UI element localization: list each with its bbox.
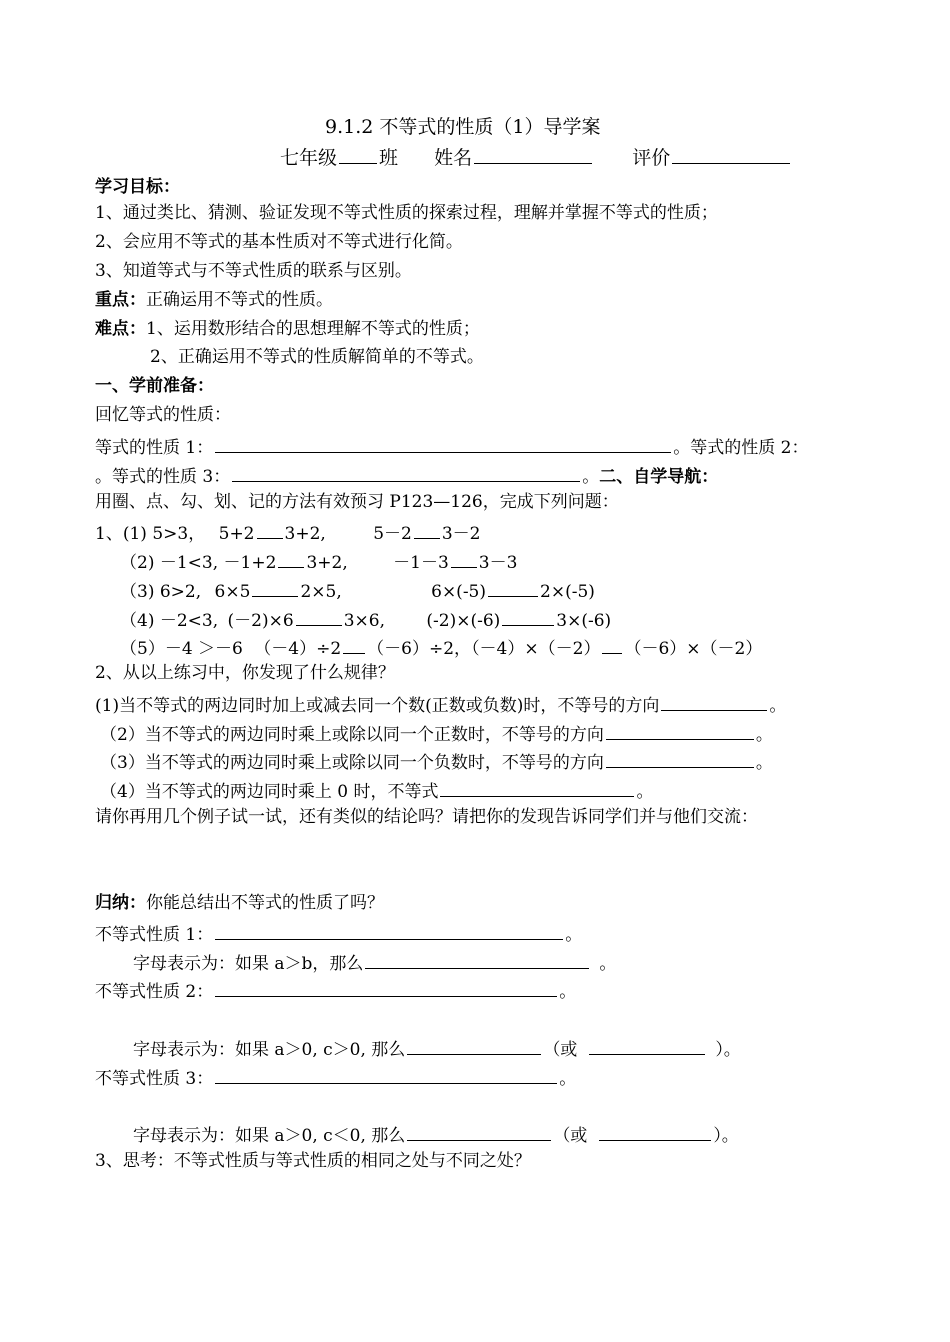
row-a-right: 3×6, (343, 611, 385, 631)
prop3-blank[interactable] (215, 1064, 557, 1084)
prop2-blank[interactable] (215, 977, 557, 997)
rule-text: （2）当不等式的两边同时乘上或除以同一个正数时，不等号的方向 (100, 725, 604, 745)
prop1-letter-blank[interactable] (365, 949, 589, 969)
question2-heading: 2、从以上练习中，你发现了什么规律？ (95, 663, 395, 683)
exercise-row (120, 634, 762, 660)
rule-blank[interactable] (661, 691, 767, 711)
section2-heading: 二、自学导航： (599, 467, 719, 487)
prop3-letter-line (133, 1121, 739, 1147)
difficulty-item: 1、运用数形结合的思想理解不等式的性质； (146, 319, 480, 339)
compare-blank[interactable] (488, 577, 538, 597)
row-num: （3) (120, 582, 155, 602)
or-label: （或 (543, 1040, 578, 1060)
compare-blank[interactable] (451, 548, 477, 568)
page-title: 9.1.2 不等式的性质（1）导学案 (325, 116, 601, 138)
rule-text: (1)当不等式的两边同时加上或减去同一个数(正数或负数)时，不等号的方向 (95, 696, 660, 716)
row-a-right: 2×5, (300, 582, 342, 602)
row-b-right: （－6）×（－2） (624, 639, 763, 659)
close-paren: ）。 (713, 1126, 739, 1146)
class-label: 班 (379, 147, 399, 169)
prop2-label: 。等式的性质 2： (673, 438, 809, 458)
row-b-left: －1－3 (393, 553, 449, 573)
objective-item: 2、会应用不等式的基本性质对不等式进行化简。 (95, 232, 463, 252)
rule-blank[interactable] (606, 720, 754, 740)
row-b-right: 3×(-6) (556, 611, 612, 631)
row-given: －4 ＞－6 (164, 639, 243, 659)
prop3-blank[interactable] (232, 462, 580, 482)
compare-blank[interactable] (502, 606, 554, 626)
name-label: 姓名 (434, 147, 473, 169)
exercise-row (120, 577, 595, 603)
compare-blank[interactable] (278, 548, 304, 568)
period: 。 (565, 925, 583, 945)
section1-heading: 一、学前准备： (95, 376, 214, 396)
row-b-right: 2×(-5) (540, 582, 595, 602)
row-a-left: －1+2 (223, 553, 277, 573)
row-num: （5） (120, 639, 165, 659)
rule-end: 。 (636, 782, 654, 802)
inequality-prop2 (95, 977, 576, 1003)
compare-blank[interactable] (252, 577, 298, 597)
prop1-blank[interactable] (215, 920, 563, 940)
prop1-label: 不等式性质 1： (95, 925, 214, 945)
prop3-alt-blank[interactable] (599, 1121, 711, 1141)
objectives-heading: 学习目标： (95, 177, 180, 197)
summary-line (95, 892, 384, 914)
prop2-letter: 字母表示为：如果 a＞0, c＞0, 那么 (133, 1040, 406, 1060)
row-b-left: （－4）×（－2） (471, 639, 601, 659)
rule-end: 。 (755, 725, 773, 745)
row-a-left: (－2)×6 (227, 611, 294, 631)
period: 。 (599, 954, 617, 974)
key-point-text: 正确运用不等式的性质。 (146, 290, 333, 310)
prop2-letter-line (133, 1035, 741, 1061)
key-point (95, 289, 333, 311)
grade-label: 七年级 (280, 147, 338, 169)
prop3-label: 。等式的性质 3： (95, 467, 231, 487)
row-b-left: 6×(-5) (431, 582, 487, 602)
row-num: （2) (120, 553, 155, 573)
row-a-right: （－6）÷2， (367, 639, 472, 659)
key-point-label: 重点： (95, 290, 146, 310)
rule-item (100, 748, 773, 774)
row-b-right: 3－3 (478, 553, 518, 573)
prop1-letter-line (133, 949, 616, 975)
row-given: 6>2, (159, 582, 202, 602)
prop2-alt-blank[interactable] (589, 1035, 705, 1055)
question3: 3、思考：不等式性质与等式性质的相同之处与不同之处？ (95, 1151, 531, 1171)
prop3-letter-blank[interactable] (407, 1121, 551, 1141)
prop2-label: 不等式性质 2： (95, 982, 214, 1002)
period: 。 (559, 982, 577, 1002)
rule-text: （4）当不等式的两边同时乘上 0 时，不等式 (100, 782, 439, 802)
prop1-blank[interactable] (215, 433, 671, 453)
objective-item: 1、通过类比、猜测、验证发现不等式性质的探索过程，理解并掌握不等式的性质； (95, 203, 718, 223)
try-more-text: 请你再用几个例子试一试，还有类似的结论吗？请把你的发现告诉同学们并与他们交流： (95, 807, 758, 827)
exercise-row (120, 548, 517, 574)
prop3-letter: 字母表示为：如果 a＞0, c＜0, 那么 (133, 1126, 406, 1146)
row-b-left: 5－2 (373, 524, 412, 544)
compare-blank[interactable] (257, 519, 283, 539)
difficulty (95, 318, 480, 340)
inequality-prop1 (95, 920, 582, 946)
exercise-row (120, 606, 611, 632)
eval-blank[interactable] (672, 144, 790, 164)
rule-item (100, 720, 773, 746)
rule-end: 。 (769, 696, 787, 716)
objective-item: 3、知道等式与不等式性质的联系与区别。 (95, 261, 412, 281)
rule-item (100, 777, 653, 803)
row-b-left: (-2)×(-6) (426, 611, 501, 631)
prop1-label: 等式的性质 1： (95, 438, 214, 458)
compare-blank[interactable] (296, 606, 342, 626)
prop1-letter: 字母表示为：如果 a＞b，那么 (133, 954, 364, 974)
rule-text: （3）当不等式的两边同时乘上或除以同一个负数时，不等号的方向 (100, 753, 604, 773)
q1-label: 1、 (95, 524, 123, 544)
difficulty-item: 2、正确运用不等式的性质解简单的不等式。 (150, 347, 484, 367)
difficulty-label: 难点： (95, 319, 146, 339)
rule-blank[interactable] (440, 777, 634, 797)
recall-text: 回忆等式的性质： (95, 405, 231, 425)
row-num: （4) (120, 611, 155, 631)
section2-intro: 用圈、点、勾、划、记的方法有效预习 P123—126，完成下列问题： (95, 492, 619, 512)
compare-blank[interactable] (343, 634, 365, 654)
close-paren: ）。 (715, 1040, 741, 1060)
inequality-prop3 (95, 1064, 576, 1090)
row-given: －2<3, (159, 611, 219, 631)
compare-blank[interactable] (602, 634, 622, 654)
prop3-label: 不等式性质 3： (95, 1069, 214, 1089)
name-blank[interactable] (474, 144, 592, 164)
row-given: 5>3， (152, 524, 206, 544)
row-a-left: 5+2 (218, 524, 255, 544)
prop3-end: 。 (582, 467, 600, 487)
equality-prop3-line (95, 462, 718, 488)
row-num: (1) (122, 524, 147, 544)
or-label: （或 (553, 1126, 588, 1146)
rule-item (95, 691, 786, 717)
rule-end: 。 (755, 753, 773, 773)
exercise-row (95, 519, 480, 545)
eval-label: 评价 (632, 147, 671, 169)
row-a-right: 3+2, (284, 524, 326, 544)
equality-props-line (95, 433, 808, 459)
class-blank[interactable] (339, 144, 377, 164)
rule-blank[interactable] (606, 748, 754, 768)
prop2-letter-blank[interactable] (407, 1035, 541, 1055)
row-a-right: 3+2, (306, 553, 348, 573)
compare-blank[interactable] (414, 519, 440, 539)
row-a-left: （－4）÷2 (254, 639, 342, 659)
summary-label: 归纳： (95, 893, 146, 913)
summary-text: 你能总结出不等式的性质了吗？ (146, 893, 384, 913)
row-given: －1<3, (159, 553, 219, 573)
period: 。 (559, 1069, 577, 1089)
student-info-line (280, 144, 792, 169)
row-a-left: 6×5 (214, 582, 251, 602)
row-b-right: 3－2 (441, 524, 481, 544)
